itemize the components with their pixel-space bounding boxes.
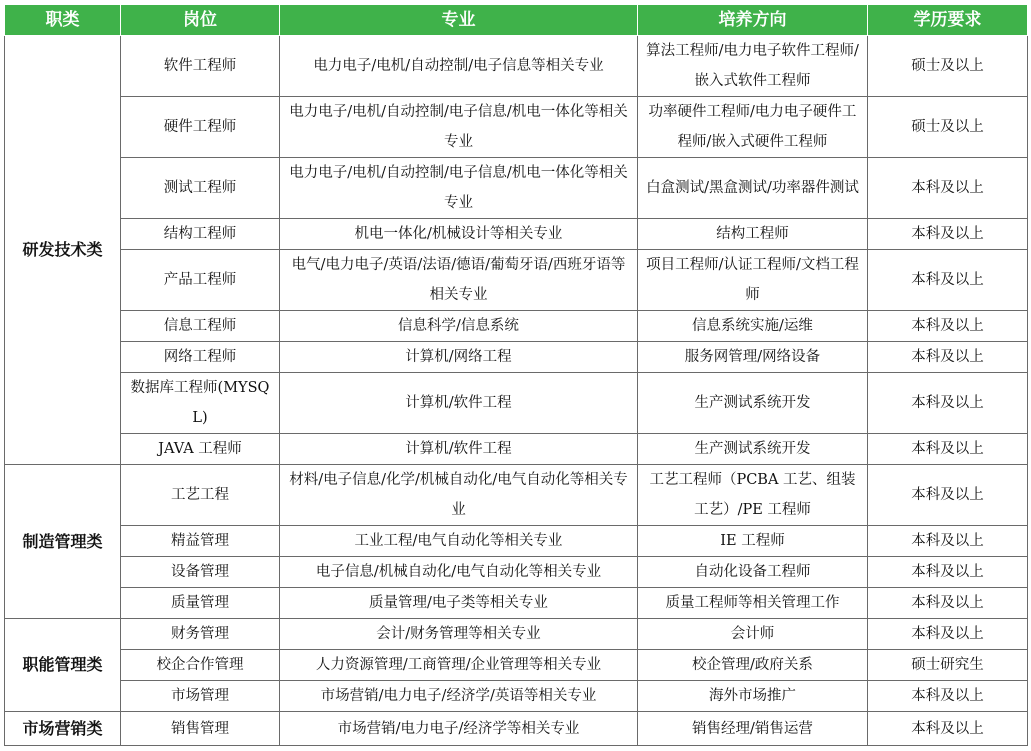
cell-education: 本科及以上 <box>868 373 1028 434</box>
cell-direction: 会计师 <box>638 619 868 650</box>
table-row <box>5 250 1028 311</box>
table-row <box>5 158 1028 219</box>
cell-position: JAVA 工程师 <box>121 434 280 465</box>
table-row <box>5 619 1028 650</box>
header-direction: 培养方向 <box>638 5 868 36</box>
table-row <box>5 465 1028 526</box>
cell-major: 电力电子/电机/自动控制/电子信息/机电一体化等相关专业 <box>280 158 638 219</box>
cell-education: 本科及以上 <box>868 588 1028 619</box>
cell-direction: 服务网管理/网络设备 <box>638 342 868 373</box>
cell-position: 结构工程师 <box>121 219 280 250</box>
cell-major: 信息科学/信息系统 <box>280 311 638 342</box>
header-category: 职类 <box>5 5 121 36</box>
table-row <box>5 311 1028 342</box>
cell-education: 本科及以上 <box>868 434 1028 465</box>
cell-education: 本科及以上 <box>868 712 1028 746</box>
cell-major: 市场营销/电力电子/经济学等相关专业 <box>280 712 638 746</box>
table-header-row <box>5 5 1028 36</box>
table-row <box>5 434 1028 465</box>
cell-position: 硬件工程师 <box>121 97 280 158</box>
table-row <box>5 650 1028 681</box>
cell-position: 网络工程师 <box>121 342 280 373</box>
cell-direction: 自动化设备工程师 <box>638 557 868 588</box>
cell-direction: 校企管理/政府关系 <box>638 650 868 681</box>
cell-major: 电气/电力电子/英语/法语/德语/葡萄牙语/西班牙语等相关专业 <box>280 250 638 311</box>
cell-education: 本科及以上 <box>868 526 1028 557</box>
table-row <box>5 681 1028 712</box>
cell-major: 电力电子/电机/自动控制/电子信息等相关专业 <box>280 36 638 97</box>
cell-direction: 功率硬件工程师/电力电子硬件工程师/嵌入式硬件工程师 <box>638 97 868 158</box>
cell-direction: 生产测试系统开发 <box>638 373 868 434</box>
header-position: 岗位 <box>121 5 280 36</box>
cell-direction: 销售经理/销售运营 <box>638 712 868 746</box>
cell-position: 数据库工程师(MYSQL) <box>121 373 280 434</box>
cell-direction: 生产测试系统开发 <box>638 434 868 465</box>
cell-major: 计算机/软件工程 <box>280 373 638 434</box>
cell-direction: 海外市场推广 <box>638 681 868 712</box>
cell-position: 质量管理 <box>121 588 280 619</box>
cell-major: 市场营销/电力电子/经济学/英语等相关专业 <box>280 681 638 712</box>
header-major: 专业 <box>280 5 638 36</box>
cell-major: 电子信息/机械自动化/电气自动化等相关专业 <box>280 557 638 588</box>
cell-position: 市场管理 <box>121 681 280 712</box>
category-func: 职能管理类 <box>5 619 121 712</box>
category-mfg: 制造管理类 <box>5 465 121 619</box>
table-row <box>5 219 1028 250</box>
table-row <box>5 97 1028 158</box>
category-mkt: 市场营销类 <box>5 712 121 746</box>
cell-major: 人力资源管理/工商管理/企业管理等相关专业 <box>280 650 638 681</box>
cell-position: 设备管理 <box>121 557 280 588</box>
table-row <box>5 36 1028 97</box>
table-row <box>5 526 1028 557</box>
cell-major: 计算机/软件工程 <box>280 434 638 465</box>
cell-direction: 工艺工程师（PCBA 工艺、组装工艺）/PE 工程师 <box>638 465 868 526</box>
recruitment-table <box>4 4 1028 746</box>
cell-major: 机电一体化/机械设计等相关专业 <box>280 219 638 250</box>
cell-major: 会计/财务管理等相关专业 <box>280 619 638 650</box>
cell-position: 校企合作管理 <box>121 650 280 681</box>
cell-education: 硕士及以上 <box>868 36 1028 97</box>
cell-education: 硕士及以上 <box>868 97 1028 158</box>
cell-education: 本科及以上 <box>868 342 1028 373</box>
cell-education: 本科及以上 <box>868 158 1028 219</box>
cell-position: 工艺工程 <box>121 465 280 526</box>
cell-major: 电力电子/电机/自动控制/电子信息/机电一体化等相关专业 <box>280 97 638 158</box>
cell-direction: 结构工程师 <box>638 219 868 250</box>
cell-position: 财务管理 <box>121 619 280 650</box>
cell-direction: 质量工程师等相关管理工作 <box>638 588 868 619</box>
cell-major: 质量管理/电子类等相关专业 <box>280 588 638 619</box>
cell-major: 工业工程/电气自动化等相关专业 <box>280 526 638 557</box>
cell-education: 本科及以上 <box>868 557 1028 588</box>
cell-education: 本科及以上 <box>868 681 1028 712</box>
cell-direction: IE 工程师 <box>638 526 868 557</box>
cell-position: 精益管理 <box>121 526 280 557</box>
cell-major: 计算机/网络工程 <box>280 342 638 373</box>
category-rd: 研发技术类 <box>5 36 121 465</box>
cell-direction: 白盒测试/黑盒测试/功率器件测试 <box>638 158 868 219</box>
table-row <box>5 342 1028 373</box>
cell-direction: 信息系统实施/运维 <box>638 311 868 342</box>
header-education: 学历要求 <box>868 5 1028 36</box>
cell-education: 本科及以上 <box>868 465 1028 526</box>
table-row <box>5 588 1028 619</box>
cell-direction: 项目工程师/认证工程师/文档工程师 <box>638 250 868 311</box>
table-row <box>5 373 1028 434</box>
cell-direction: 算法工程师/电力电子软件工程师/嵌入式软件工程师 <box>638 36 868 97</box>
cell-position: 测试工程师 <box>121 158 280 219</box>
cell-education: 本科及以上 <box>868 250 1028 311</box>
cell-education: 本科及以上 <box>868 619 1028 650</box>
cell-position: 销售管理 <box>121 712 280 746</box>
table-row <box>5 557 1028 588</box>
cell-education: 本科及以上 <box>868 219 1028 250</box>
table-row <box>5 712 1028 746</box>
cell-position: 产品工程师 <box>121 250 280 311</box>
cell-major: 材料/电子信息/化学/机械自动化/电气自动化等相关专业 <box>280 465 638 526</box>
cell-position: 软件工程师 <box>121 36 280 97</box>
cell-position: 信息工程师 <box>121 311 280 342</box>
cell-education: 本科及以上 <box>868 311 1028 342</box>
cell-education: 硕士研究生 <box>868 650 1028 681</box>
